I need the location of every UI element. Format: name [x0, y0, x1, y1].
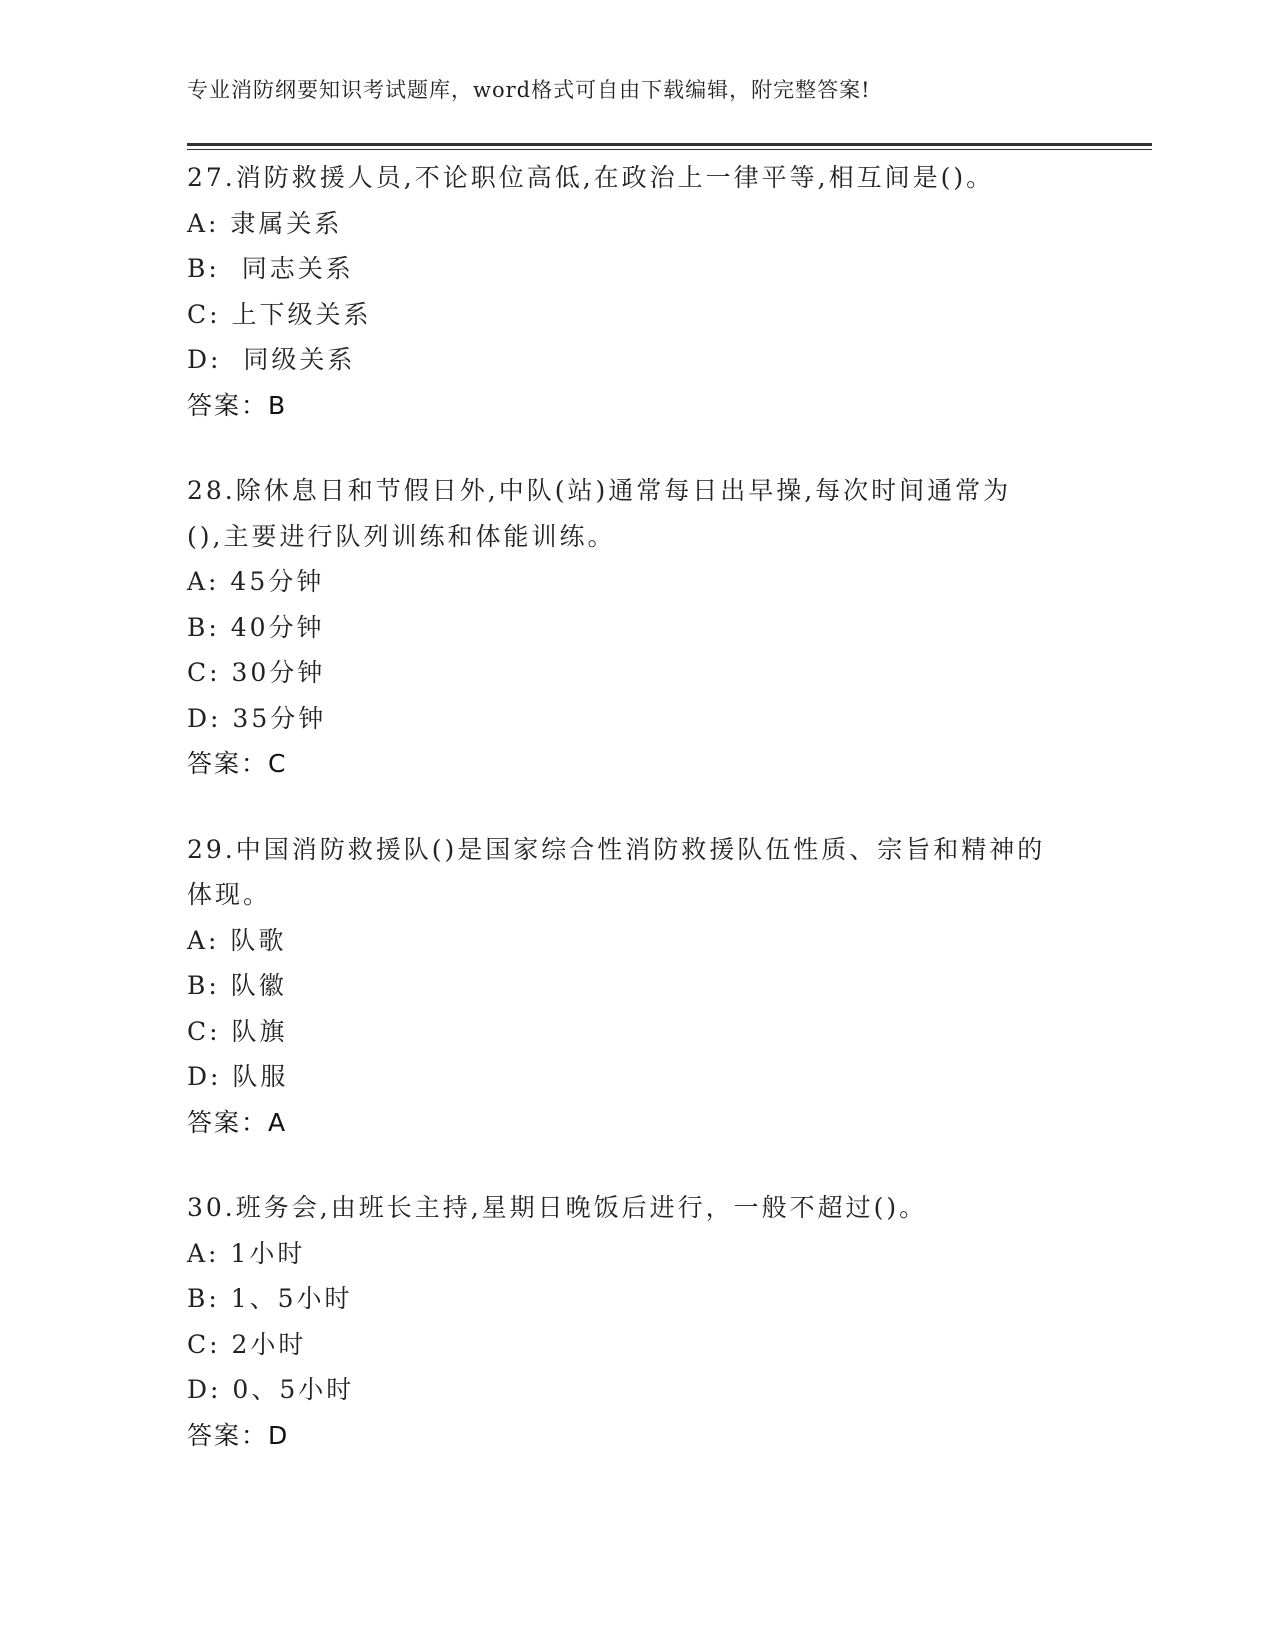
question-stem: 28.除休息日和节假日外,中队(站)通常每日出早操,每次时间通常为 — [187, 476, 1012, 505]
option-c: C: 队旗 — [187, 1016, 288, 1046]
option-c: C: 30分钟 — [187, 658, 326, 687]
question-list — [187, 155, 1087, 1498]
option-a: A: 1小时 — [187, 1238, 306, 1268]
option-a: A: 隶属关系 — [187, 208, 343, 238]
option-c: C: 2小时 — [187, 1329, 307, 1359]
answer-line: 答案：B — [187, 390, 288, 420]
question-stem: 27.消防救援人员,不论职位高低,在政治上一律平等,相互间是()。 — [187, 163, 995, 192]
question-stem-continued: (),主要进行队列训练和体能训练。 — [187, 521, 616, 551]
question-stem: 30.班务会,由班长主持,星期日晚饭后进行，一般不超过()。 — [187, 1193, 928, 1222]
option-b: B: 40分钟 — [187, 612, 325, 642]
question-27 — [187, 155, 1087, 428]
option-a: A: 45分钟 — [187, 567, 325, 596]
option-b: B: 1、5小时 — [187, 1284, 353, 1313]
option-b: B: 队徽 — [187, 971, 287, 1000]
header-rule-thin — [187, 149, 1152, 150]
option-b: B: 同志关系 — [187, 254, 354, 283]
question-29 — [187, 827, 1087, 1146]
option-d: D: 同级关系 — [187, 345, 356, 374]
question-stem-continued: 体现。 — [187, 880, 272, 909]
header-rule-thick — [187, 143, 1152, 146]
answer-line: 答案：C — [187, 749, 288, 778]
option-d: D: 队服 — [187, 1062, 289, 1091]
question-28 — [187, 468, 1087, 787]
answer-line: 答案：D — [187, 1420, 290, 1450]
option-a: A: 队歌 — [187, 925, 287, 955]
option-d: D: 35分钟 — [187, 703, 327, 733]
question-stem: 29.中国消防救援队()是国家综合性消防救援队伍性质、宗旨和精神的 — [187, 834, 1046, 864]
answer-line: 答案：A — [187, 1107, 288, 1137]
question-30 — [187, 1185, 1087, 1458]
option-c: C: 上下级关系 — [187, 299, 372, 329]
page-header: 专业消防纲要知识考试题库，word格式可自由下载编辑，附完整答案! — [187, 78, 871, 102]
option-d: D: 0、5小时 — [187, 1375, 355, 1404]
